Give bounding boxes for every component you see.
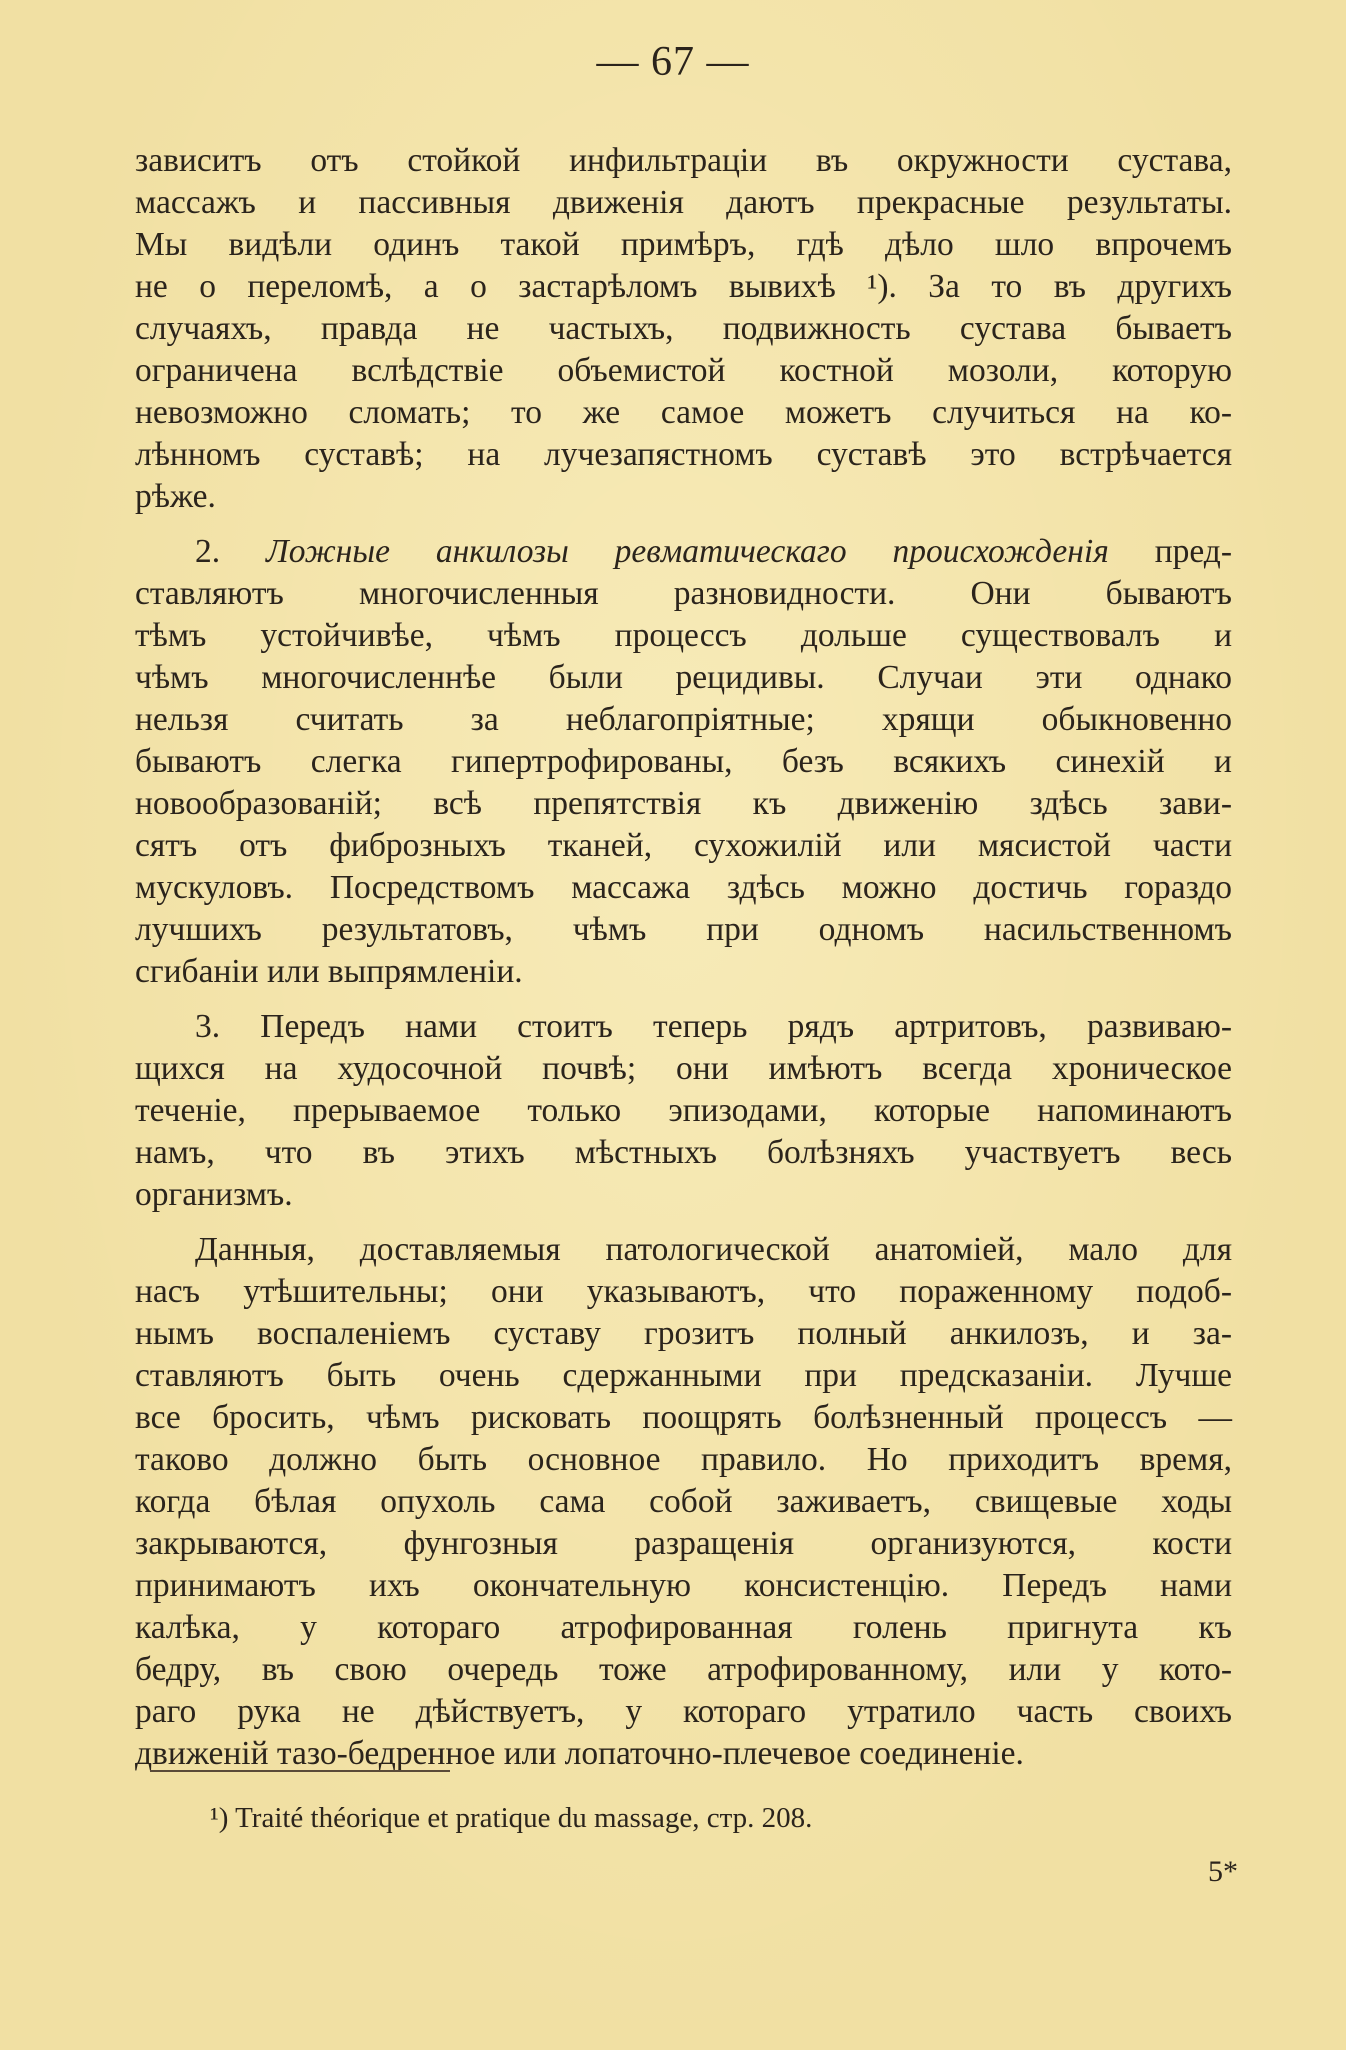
text-line: мускуловъ. Посредствомъ массажа здѣсь можно достичь гораздо <box>135 869 1232 906</box>
text-line: случаяхъ, правда не частыхъ, подвижность сустава бываетъ <box>135 310 1232 347</box>
text-line <box>135 531 1232 573</box>
text-fragment: пред- <box>1154 533 1233 570</box>
text-line: теченіе, прерываемое только эпизодами, которые напоминаютъ <box>135 1092 1232 1129</box>
text-line: зависитъ отъ стойкой инфильтраціи въ окружности сустава, <box>135 142 1232 179</box>
text-line: щихся на худосочной почвѣ; они имѣютъ всегда хроническое <box>135 1050 1232 1087</box>
text-line: бедру, въ свою очередь тоже атрофированному, или у кото- <box>135 1651 1232 1688</box>
text-line: 3. Передъ нами стоитъ теперь рядъ артритовъ, развиваю- <box>195 1008 1232 1045</box>
text-line: чѣмъ многочисленнѣе были рецидивы. Случаи эти однако <box>135 659 1232 696</box>
paragraph-4 <box>135 1229 1232 1775</box>
text-line: организмъ. <box>135 1176 293 1213</box>
text-line: насъ утѣшительны; они указываютъ, что пораженному подоб- <box>135 1273 1232 1310</box>
list-number: 2. <box>195 533 221 570</box>
body-text <box>135 140 1232 1788</box>
text-line: ставляютъ быть очень сдержанными при предсказаніи. Лучше <box>135 1357 1232 1394</box>
text-line: ставляютъ многочисленныя разновидности. Они бываютъ <box>135 575 1232 612</box>
text-line: бываютъ слегка гипертрофированы, безъ всякихъ синехій и <box>135 743 1232 780</box>
paragraph-3 <box>135 1006 1232 1216</box>
text-line: сгибаніи или выпрямленіи. <box>135 953 523 990</box>
footnote-divider <box>150 1770 450 1772</box>
text-line: когда бѣлая опухоль сама собой заживаетъ, свищевые ходы <box>135 1483 1232 1520</box>
paragraph-2 <box>135 531 1232 993</box>
text-line: новообразованій; всѣ препятствія къ движенію здѣсь зави- <box>135 785 1232 822</box>
text-line: закрываются, фунгозныя разращенія организуются, кости <box>135 1525 1232 1562</box>
page-number: — 67 — <box>596 39 750 85</box>
text-line: намъ, что въ этихъ мѣстныхъ болѣзняхъ участвуетъ весь <box>135 1134 1232 1171</box>
text-line: тѣмъ устойчивѣе, чѣмъ процессъ дольше существовалъ и <box>135 617 1232 654</box>
footnote-text: Traité théorique et pratique du massage, стр. 208. <box>235 1802 813 1834</box>
text-line: раго рука не дѣйствуетъ, у котораго утратило часть своихъ <box>135 1693 1232 1730</box>
text-line: невозможно сломать; то же самое можетъ случиться на ко- <box>135 394 1232 431</box>
paragraph-1 <box>135 140 1232 518</box>
text-line: нельзя считать за неблагопріятные; хрящи обыкновенно <box>135 701 1232 738</box>
footnote-mark: ¹) <box>210 1802 229 1834</box>
text-line: массажъ и пассивныя движенія даютъ прекрасные результаты. <box>135 184 1232 221</box>
text-line: таково должно быть основное правило. Но приходитъ время, <box>135 1441 1232 1478</box>
text-line: Данныя, доставляемыя патологической анатоміей, мало для <box>195 1231 1232 1268</box>
text-line: рѣже. <box>135 478 216 515</box>
text-line: сятъ отъ фиброзныхъ тканей, сухожилій или мясистой части <box>135 827 1232 864</box>
section-heading-italic: Ложные анкилозы ревматическаго происхожденія <box>266 533 1109 570</box>
signature-mark: 5* <box>1208 1855 1238 1888</box>
text-line: все бросить, чѣмъ рисковать поощрять болѣзненный процессъ — <box>135 1399 1232 1436</box>
text-line: нымъ воспаленіемъ суставу грозитъ полный анкилозъ, и за- <box>135 1315 1232 1352</box>
text-line: лучшихъ результатовъ, чѣмъ при одномъ насильственномъ <box>135 911 1232 948</box>
footnote <box>210 1800 812 1836</box>
text-line: ограничена вслѣдствіе объемистой костной мозоли, которую <box>135 352 1232 389</box>
text-line: движеній тазо-бедренное или лопаточно-плечевое соединеніе. <box>135 1735 1024 1772</box>
text-line: лѣнномъ суставѣ; на лучезапястномъ суставѣ это встрѣчается <box>135 436 1232 473</box>
text-line: калѣка, у котораго атрофированная голень пригнута къ <box>135 1609 1232 1646</box>
text-line: Мы видѣли одинъ такой примѣръ, гдѣ дѣло шло впрочемъ <box>135 226 1232 263</box>
text-line: не о переломѣ, а о застарѣломъ вывихѣ ¹). За то въ другихъ <box>135 268 1232 305</box>
text-line: принимаютъ ихъ окончательную консистенцію. Передъ нами <box>135 1567 1232 1604</box>
